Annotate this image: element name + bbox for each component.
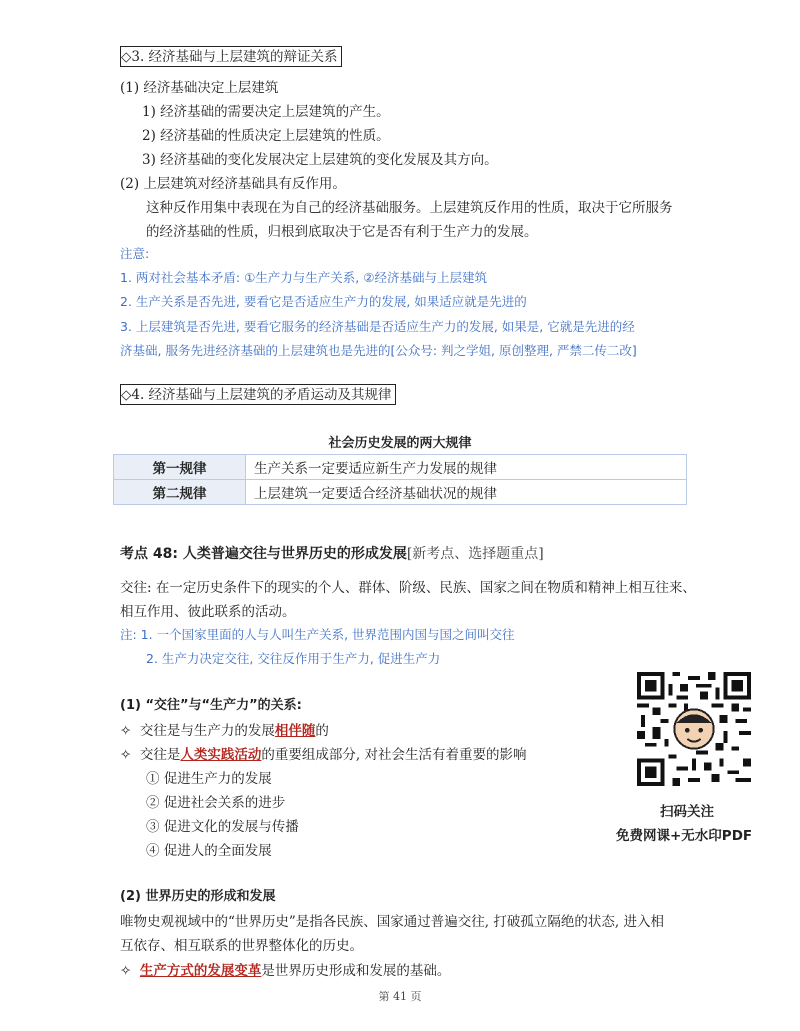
- table-row: [114, 480, 687, 505]
- note-line-3: 3. 上层建筑是否先进, 要看它服务的经济基础是否适应生产力的发展, 如果是, 它就是先进的经: [120, 319, 635, 334]
- section3-item-3: 3) 经济基础的变化发展决定上层建筑的变化发展及其方向。: [142, 152, 498, 168]
- effect-item-3: ③ 促进文化的发展与传播: [146, 819, 299, 835]
- note-line-4: 济基础, 服务先进经济基础的上层建筑也是先进的[公众号: 判之学姐, 原创整理, 严禁二传二改]: [120, 343, 637, 358]
- bullet-2-highlight: 人类实践活动: [180, 747, 262, 763]
- bullet-1-suffix: 的: [315, 723, 329, 739]
- section3-para-line1: 这种反作用集中表现在为自己的经济基础服务。上层建筑反作用的性质，取决于它所服务: [146, 200, 673, 216]
- bullet-3-highlight: 生产方式的发展变革: [139, 963, 262, 979]
- world-history-line1: 唯物史观视域中的“世界历史”是指各民族、国家通过普遍交往, 打破孤立隔绝的状态, 进入相: [120, 914, 664, 930]
- section4-title: ◇4. 经济基础与上层建筑的矛盾运动及其规律: [120, 384, 396, 405]
- bullet-2-text: 交往是: [139, 747, 181, 763]
- bullet-2-suffix: 的重要组成部分, 对社会生活有着重要的影响: [261, 747, 527, 763]
- section3-para-line2: 的经济基础的性质，归根到底取决于它是否有利于生产力的发展。: [146, 224, 538, 240]
- effect-item-1: ① 促进生产力的发展: [146, 771, 272, 787]
- table-row: [114, 455, 687, 480]
- section3-item-1: 1) 经济基础的需要决定上层建筑的产生。: [142, 104, 390, 120]
- note-line-2: 2. 生产关系是否先进, 要看它是否适应生产力的发展, 如果适应就是先进的: [120, 294, 527, 309]
- section3-item-2: 2) 经济基础的性质决定上层建筑的性质。: [142, 128, 390, 144]
- definition-line1: 交往: 在一定历史条件下的现实的个人、群体、阶级、民族、国家之间在物质和精神上相互往来、: [120, 580, 696, 596]
- bullet-icon: ✧: [120, 723, 132, 739]
- bullet-1-text: 交往是与生产力的发展: [139, 723, 275, 739]
- point48-heading: [120, 543, 544, 563]
- definition-line2: 相互作用、彼此联系的活动。: [120, 604, 296, 620]
- section3-point1: (1) 经济基础决定上层建筑: [120, 80, 279, 96]
- point48-note-line1: 注: 1. 一个国家里面的人与人叫生产关系, 世界范围内国与国之间叫交往: [120, 627, 515, 642]
- bullet-icon: ✧: [120, 963, 132, 979]
- bullet-item-3: [120, 959, 450, 979]
- qr-caption-2: 免费网课+无水印PDF: [616, 828, 753, 844]
- bullet-1-highlight: 相伴随: [274, 723, 316, 739]
- note-line-1: 1. 两对社会基本矛盾: ①生产力与生产关系, ②经济基础与上层建筑: [120, 270, 487, 285]
- page-number: 第 41 页: [378, 990, 422, 1003]
- world-history-line2: 互依存、相互联系的世界整体化的历史。: [120, 938, 363, 954]
- qr-code-icon[interactable]: [637, 672, 751, 786]
- law-key-1: 第一规律: [114, 455, 246, 480]
- bullet-item-1: [120, 719, 329, 739]
- section3-title: ◇3. 经济基础与上层建筑的辩证关系: [120, 46, 342, 67]
- qr-caption-1: 扫码关注: [660, 804, 714, 820]
- subsection1-title: (1) “交往”与“生产力”的关系:: [120, 698, 302, 713]
- point48-tag: [新考点、选择题重点]: [406, 546, 544, 562]
- subsection2-title: (2) 世界历史的形成和发展: [120, 889, 276, 904]
- law-value-1: 生产关系一定要适应新生产力发展的规律: [246, 455, 687, 480]
- section3-point2: (2) 上层建筑对经济基础具有反作用。: [120, 176, 346, 192]
- table-title: 社会历史发展的两大规律: [328, 436, 472, 451]
- effect-item-2: ② 促进社会关系的进步: [146, 795, 286, 811]
- effect-item-4: ④ 促进人的全面发展: [146, 843, 272, 859]
- bullet-3-suffix: 是世界历史形成和发展的基础。: [261, 963, 451, 979]
- note-label: 注意:: [120, 246, 150, 261]
- law-value-2: 上层建筑一定要适合经济基础状况的规律: [246, 480, 687, 505]
- bullet-icon: ✧: [120, 747, 132, 763]
- point48-title: 考点 48: 人类普遍交往与世界历史的形成发展: [120, 546, 407, 562]
- point48-note-line2: 2. 生产力决定交往, 交往反作用于生产力, 促进生产力: [146, 651, 441, 666]
- bullet-item-2: [120, 743, 527, 763]
- laws-table: [113, 454, 687, 505]
- law-key-2: 第二规律: [114, 480, 246, 505]
